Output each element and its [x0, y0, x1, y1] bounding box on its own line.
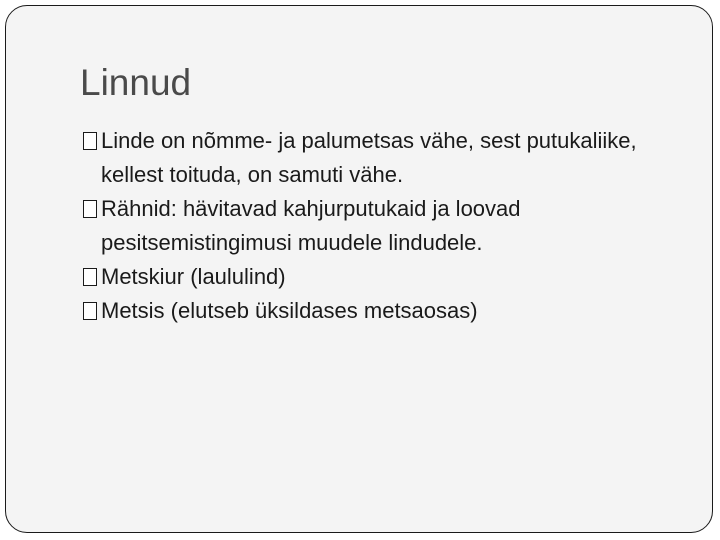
bullet-text: Linde on nõmme- ja palumetsas vähe, sest putukaliike, kellest toituda, on samuti vähe.: [101, 128, 637, 187]
bullet-box-icon: [83, 268, 97, 286]
bullet-box-icon: [83, 302, 97, 320]
bullet-box-icon: [83, 132, 97, 150]
bullet-box-icon: [83, 200, 97, 218]
bullet-item: [83, 124, 643, 192]
bullet-item: [83, 192, 643, 260]
slide-frame: [5, 5, 713, 533]
bullet-text: Metsis (elutseb üksildases metsaosas): [101, 298, 478, 323]
slide-title: Linnud: [80, 62, 192, 103]
bullet-list: [83, 124, 643, 328]
bullet-item: [83, 260, 643, 294]
bullet-item: [83, 294, 643, 328]
bullet-text: Rähnid: hävitavad kahjurputukaid ja loovad pesitsemistingimusi muudele lindudele.: [101, 196, 521, 255]
bullet-text: Metskiur (laululind): [101, 264, 286, 289]
